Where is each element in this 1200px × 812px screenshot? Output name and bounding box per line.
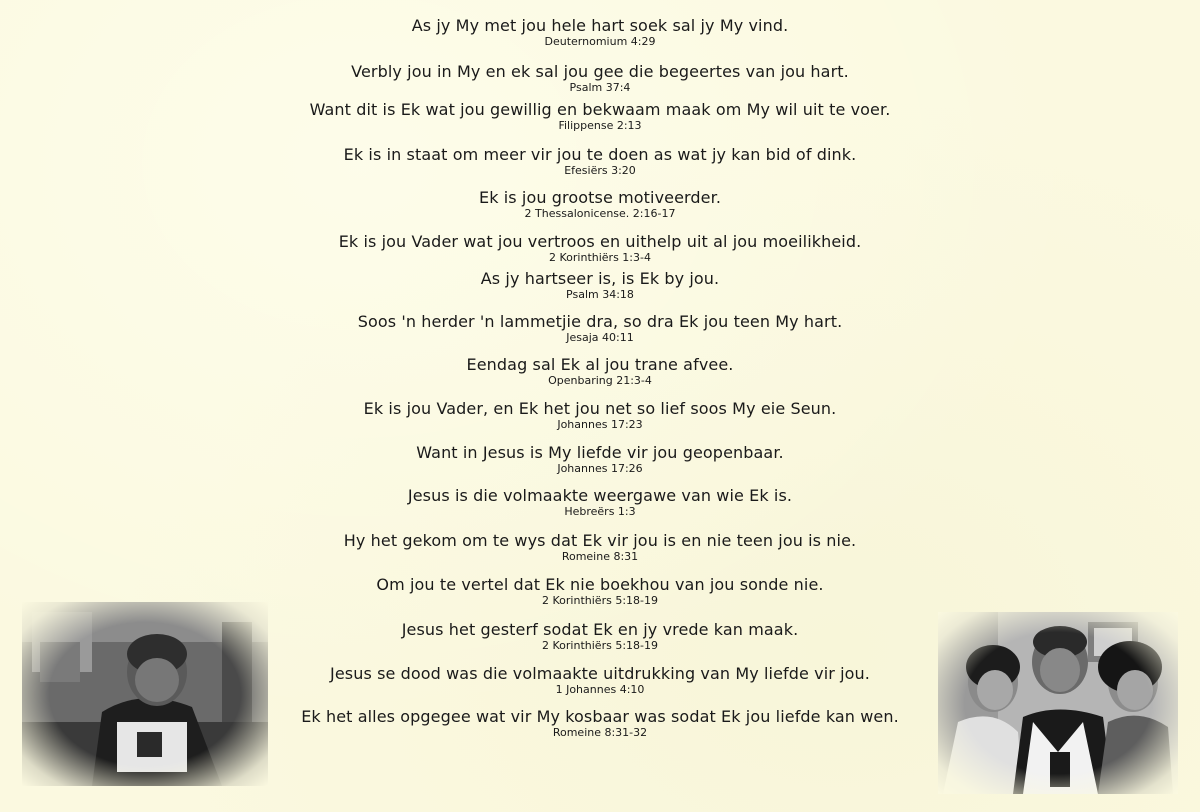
verse-item bbox=[250, 100, 950, 132]
verse-text: Ek is jou Vader, en Ek het jou net so lief soos My eie Seun. bbox=[363, 399, 837, 418]
verse-reference: Filippense 2:13 bbox=[558, 119, 642, 132]
verse-reference: Openbaring 21:3-4 bbox=[548, 374, 652, 387]
verse-item bbox=[250, 664, 950, 696]
verse-text: As jy hartseer is, is Ek by jou. bbox=[480, 269, 720, 288]
verse-item bbox=[250, 620, 950, 652]
verse-item bbox=[250, 575, 950, 607]
verse-item bbox=[250, 269, 950, 301]
verse-item bbox=[250, 188, 950, 220]
verse-reference: 2 Korinthiërs 5:18-19 bbox=[542, 639, 658, 652]
verse-reference: Hebreërs 1:3 bbox=[564, 505, 636, 518]
verse-reference: 1 Johannes 4:10 bbox=[555, 683, 645, 696]
verse-text: Ek het alles opgegee wat vir My kosbaar was sodat Ek jou liefde kan wen. bbox=[301, 707, 899, 726]
verse-text: Want in Jesus is My liefde vir jou geopenbaar. bbox=[416, 443, 784, 462]
group-portrait-photo bbox=[938, 612, 1178, 794]
verse-text: As jy My met jou hele hart soek sal jy My vind. bbox=[411, 16, 789, 35]
verse-item bbox=[250, 399, 950, 431]
verse-text: Jesus is die volmaakte weergawe van wie Ek is. bbox=[407, 486, 793, 505]
verse-item bbox=[250, 531, 950, 563]
verse-reference: Efesiërs 3:20 bbox=[564, 164, 636, 177]
verse-reference: Psalm 34:18 bbox=[566, 288, 634, 301]
verse-item bbox=[250, 145, 950, 177]
verse-item bbox=[250, 707, 950, 739]
verse-reference: Deuternomium 4:29 bbox=[544, 35, 656, 48]
verse-item bbox=[250, 355, 950, 387]
verse-text: Jesus se dood was die volmaakte uitdrukking van My liefde vir jou. bbox=[330, 664, 870, 683]
man-portrait-photo bbox=[22, 602, 268, 786]
verse-text: Om jou te vertel dat Ek nie boekhou van jou sonde nie. bbox=[376, 575, 824, 594]
verse-text: Ek is jou Vader wat jou vertroos en uithelp uit al jou moeilikheid. bbox=[338, 232, 862, 251]
verse-item bbox=[250, 486, 950, 518]
verse-reference: Johannes 17:26 bbox=[557, 462, 643, 475]
verse-text: Eendag sal Ek al jou trane afvee. bbox=[466, 355, 734, 374]
verse-reference: 2 Thessalonicense. 2:16-17 bbox=[524, 207, 676, 220]
verse-item bbox=[250, 16, 950, 48]
verse-text: Ek is jou grootse motiveerder. bbox=[478, 188, 722, 207]
verse-reference: Johannes 17:23 bbox=[557, 418, 643, 431]
verse-text: Verbly jou in My en ek sal jou gee die begeertes van jou hart. bbox=[351, 62, 849, 81]
verse-item bbox=[250, 232, 950, 264]
verse-item bbox=[250, 312, 950, 344]
verse-text: Ek is in staat om meer vir jou te doen as wat jy kan bid of dink. bbox=[343, 145, 857, 164]
verse-reference: 2 Korinthiërs 5:18-19 bbox=[542, 594, 658, 607]
verse-reference: Romeine 8:31 bbox=[561, 550, 639, 563]
verse-reference: Jesaja 40:11 bbox=[566, 331, 634, 344]
verse-text: Soos 'n herder 'n lammetjie dra, so dra Ek jou teen My hart. bbox=[357, 312, 843, 331]
verse-item bbox=[250, 443, 950, 475]
verse-text: Jesus het gesterf sodat Ek en jy vrede kan maak. bbox=[401, 620, 799, 639]
verse-reference: Psalm 37:4 bbox=[569, 81, 631, 94]
verse-reference: 2 Korinthiërs 1:3-4 bbox=[549, 251, 651, 264]
verse-text: Hy het gekom om te wys dat Ek vir jou is en nie teen jou is nie. bbox=[343, 531, 857, 550]
verse-item bbox=[250, 62, 950, 94]
verse-reference: Romeine 8:31-32 bbox=[552, 726, 648, 739]
verse-text: Want dit is Ek wat jou gewillig en bekwaam maak om My wil uit te voer. bbox=[309, 100, 891, 119]
